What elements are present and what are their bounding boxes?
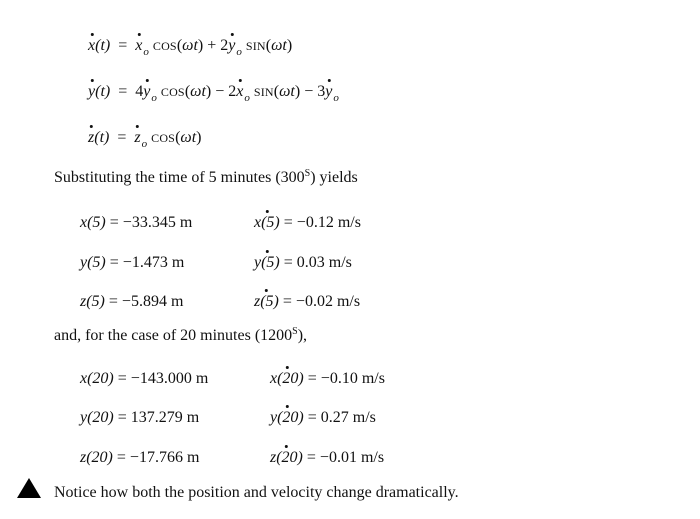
- result-20-ydot-label: y(20): [270, 409, 304, 426]
- result-20-z-value: = −17.766 m: [116, 449, 200, 466]
- result-5-ydot-value: = 0.03 m/s: [283, 254, 352, 271]
- result-20-y-label: y(20): [80, 409, 114, 426]
- text-five-minutes-before: Substituting the time of 5 minutes (300: [54, 169, 305, 186]
- result-5-xdot-value: = −0.12 m/s: [283, 214, 361, 231]
- result-20-y: [80, 408, 199, 428]
- result-5-z: [80, 292, 183, 312]
- result-5-z-label: z(5): [80, 293, 105, 310]
- result-20-xdot-value: = −0.10 m/s: [307, 370, 385, 387]
- result-20-ydot: [270, 408, 376, 428]
- result-20-x: [80, 369, 208, 389]
- result-5-xdot: [254, 213, 361, 233]
- result-5-ydot-label: y(5): [254, 254, 280, 271]
- result-20-x-label: x(20): [80, 370, 114, 387]
- result-20-xdot-label: x(20): [270, 370, 304, 387]
- result-5-x-label: x(5): [80, 214, 106, 231]
- result-20-zdot-value: = −0.01 m/s: [306, 449, 385, 466]
- equation-xdot: $x(t) = x_o$ $COS(\omega t) + 2y_o$ SIN(ωt): [88, 37, 293, 58]
- result-5-xdot-label: x(5): [254, 214, 280, 231]
- triangle-bullet-icon: [17, 478, 41, 498]
- text-twenty-minutes: [54, 326, 307, 348]
- equation-ydot: $y(t) = 4y_o$ $COS(\omega t) - 2x_o$ $SIN(\omega t) - 3y_o$: [88, 83, 339, 104]
- result-5-z-value: = −5.894 m: [108, 293, 184, 310]
- result-5-zdot: [254, 292, 360, 312]
- result-20-y-value: = 137.279 m: [117, 409, 200, 426]
- text-twenty-minutes-before: and, for the case of 20 minutes (1200: [54, 327, 293, 344]
- result-20-zdot: [270, 448, 384, 468]
- result-20-z-label: z(20): [80, 449, 113, 466]
- equation-zdot: $z(t) = z_o$ COS(ωt): [88, 129, 202, 150]
- result-5-x-value: = −33.345 m: [109, 214, 193, 231]
- result-5-y-label: y(5): [80, 254, 106, 271]
- text-notice: Notice how both the position and velocity change dramatically.: [54, 484, 459, 501]
- result-20-xdot: [270, 369, 385, 389]
- text-five-minutes: [54, 168, 358, 190]
- result-5-y-value: = −1.473 m: [109, 254, 185, 271]
- result-5-x: [80, 213, 192, 233]
- result-20-x-value: = −143.000 m: [117, 370, 209, 387]
- result-20-ydot-value: = 0.27 m/s: [307, 409, 376, 426]
- result-5-zdot-label: z(5): [254, 293, 279, 310]
- text-five-minutes-sup: S: [304, 168, 311, 179]
- result-5-zdot-value: = −0.02 m/s: [282, 293, 361, 310]
- text-twenty-minutes-after: ),: [297, 327, 308, 344]
- result-5-ydot: [254, 253, 352, 273]
- text-twenty-minutes-sup: S: [292, 326, 298, 337]
- result-5-y: [80, 253, 184, 273]
- result-20-zdot-label: z(20): [270, 449, 303, 466]
- text-five-minutes-after: ) yields: [310, 169, 358, 186]
- result-20-z: [80, 448, 199, 468]
